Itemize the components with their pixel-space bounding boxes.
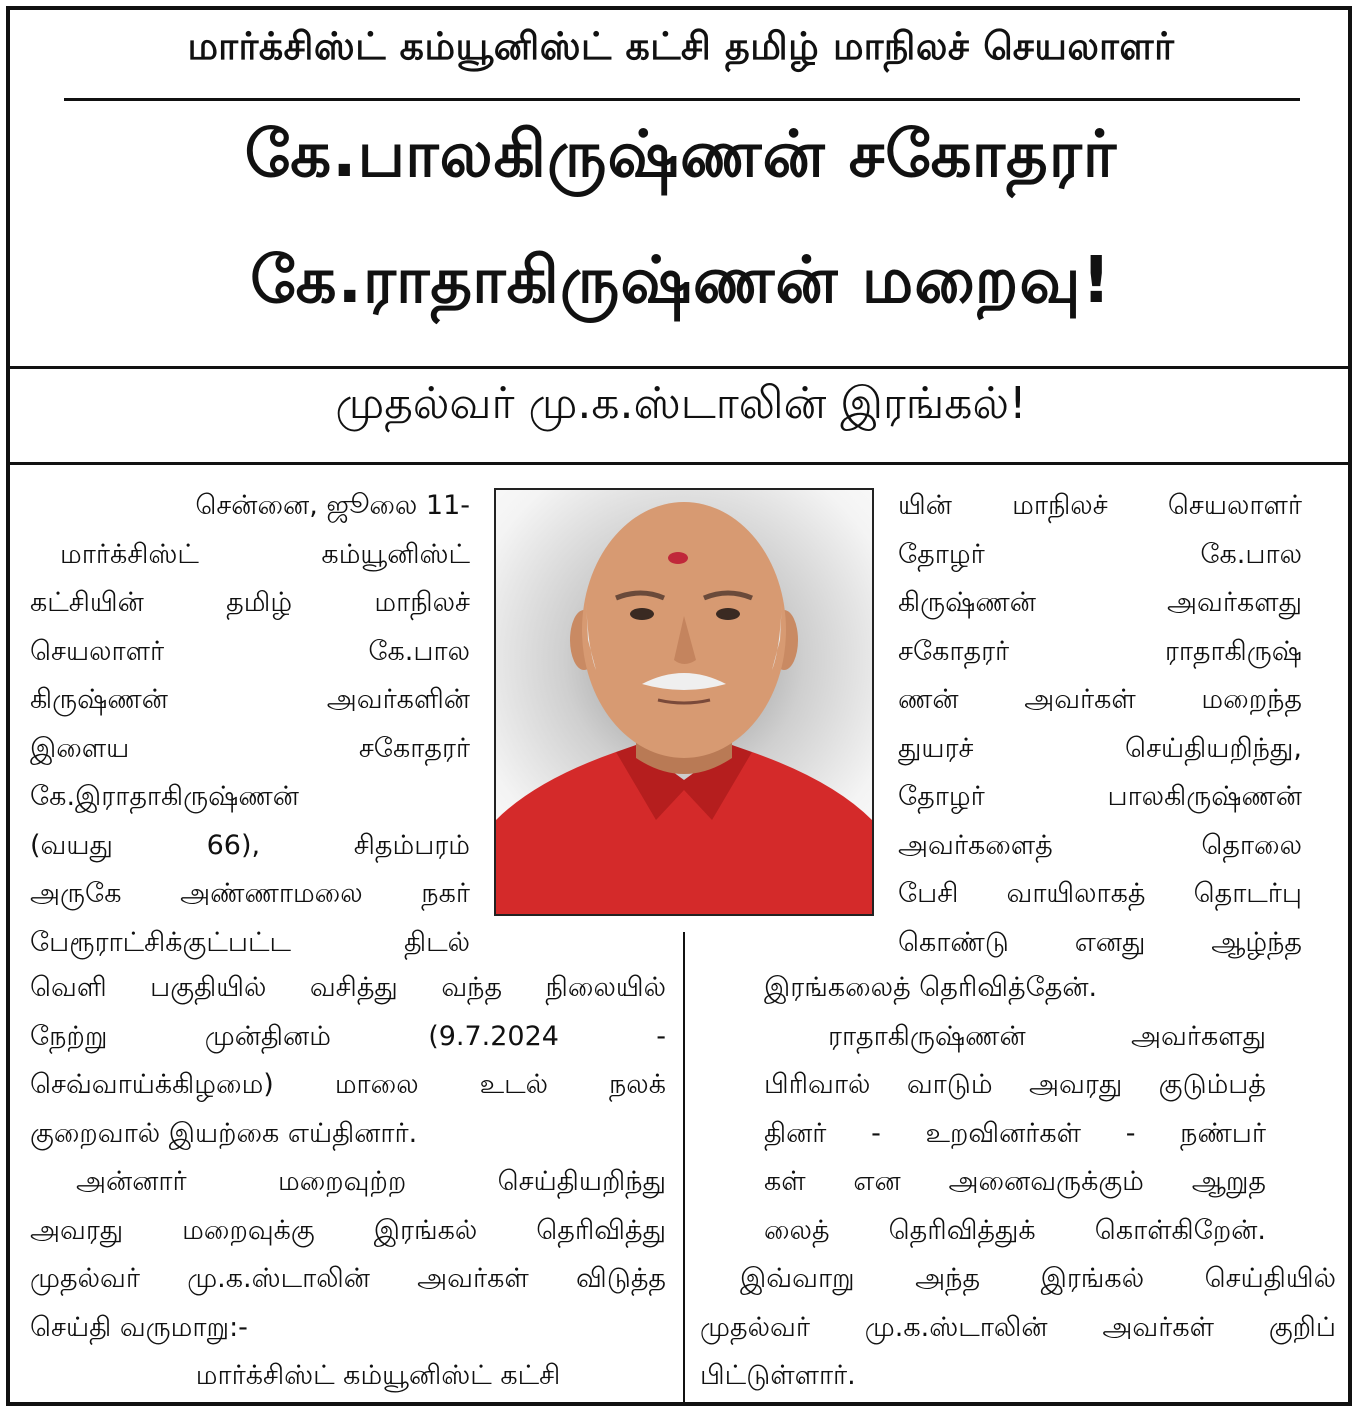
kicker-underline [64, 98, 1300, 101]
column-left-top [30, 482, 470, 967]
text-line: பிரிவால் வாடும் அவரது குடும்பத் [764, 1069, 1266, 1100]
text-line: செயலாளர் கே.பால [30, 635, 470, 667]
text-line: பிட்டுள்ளார். [700, 1360, 856, 1391]
text-line: அருகே அண்ணாமலை நகர் [30, 878, 470, 909]
column-right-top [898, 482, 1302, 967]
column-left-bottom [30, 964, 666, 1401]
text-line: கொண்டு எனது ஆழ்ந்த [898, 926, 1302, 958]
text-line: கள் என அனைவருக்கும் ஆறுத [764, 1166, 1266, 1197]
text-line: (வயது 66), சிதம்பரம் [30, 829, 470, 861]
text-line: ணன் அவர்கள் மறைந்த [898, 684, 1302, 715]
text-line: மார்க்சிஸ்ட் கம்யூனிஸ்ட் கட்சி [195, 1360, 561, 1391]
text-line: முதல்வர் மு.க.ஸ்டாலின் அவர்கள் குறிப் [700, 1311, 1336, 1343]
portrait-photo [494, 488, 874, 916]
text-line: லைத் தெரிவித்துக் கொள்கிறேன். [764, 1214, 1266, 1246]
kicker-title: மார்க்சிஸ்ட் கம்யூனிஸ்ட் கட்சி தமிழ் மாநிலச் செயலாளர் [187, 24, 1175, 68]
text-line: துயரச் செய்தியறிந்து, [898, 732, 1302, 764]
portrait-illustration [496, 490, 872, 914]
text-line: முதல்வர் மு.க.ஸ்டாலின் அவர்கள் விடுத்த [30, 1263, 666, 1294]
divider-top [10, 366, 1352, 369]
text-line: கட்சியின் தமிழ் மாநிலச் [30, 587, 470, 618]
text-line: தோழர் கே.பால [898, 538, 1302, 570]
text-line: கே.இராதாகிருஷ்ணன் [30, 781, 299, 812]
text-line: பேரூராட்சிக்குட்பட்ட திடல் [30, 926, 470, 958]
text-line: வெளி பகுதியில் வசித்து வந்த நிலையில் [30, 972, 666, 1003]
text-line: மார்க்சிஸ்ட் கம்யூனிஸ்ட் [60, 538, 470, 570]
text-line: சகோதரர் ராதாகிருஷ் [898, 635, 1302, 667]
text-line: தினர் - உறவினர்கள் - நண்பர் [764, 1117, 1266, 1149]
column-right-bottom [700, 964, 1336, 1401]
text-line: இவ்வாறு அந்த இரங்கல் செய்தியில் [740, 1263, 1336, 1294]
text-line: ராதாகிருஷ்ணன் அவர்களது [828, 1020, 1266, 1052]
text-line: குறைவால் இயற்கை எய்தினார். [30, 1117, 418, 1149]
subheadline: முதல்வர் மு.க.ஸ்டாலின் இரங்கல்! [335, 378, 1027, 429]
text-line: இளைய சகோதரர் [30, 732, 470, 764]
text-line: கிருஷ்ணன் அவர்களின் [30, 684, 470, 715]
text-line: இரங்கலைத் தெரிவித்தேன். [764, 972, 1098, 1003]
text-line: செவ்வாய்க்கிழமை) மாலை உடல் நலக் [30, 1069, 666, 1100]
text-line: செய்தி வருமாறு:- [30, 1311, 248, 1343]
text-line: அவரது மறைவுக்கு இரங்கல் தெரிவித்து [30, 1214, 666, 1246]
text-line: பேசி வாயிலாகத் தொடர்பு [898, 878, 1302, 909]
headline-line-1: கே.பாலகிருஷ்ணன் சகோதரர் [244, 118, 1118, 192]
text-line: கிருஷ்ணன் அவர்களது [898, 587, 1302, 618]
text-line: தோழர் பாலகிருஷ்ணன் [898, 781, 1302, 812]
text-line: அன்னார் மறைவுற்ற செய்தியறிந்து [76, 1166, 666, 1197]
text-line: நேற்று முன்தினம் (9.7.2024 - [30, 1020, 666, 1052]
text-line: சென்னை, ஜூலை 11- [195, 490, 470, 521]
column-divider [683, 932, 685, 1404]
text-line: அவர்களைத் தொலை [898, 829, 1302, 861]
divider-bottom [10, 462, 1352, 465]
text-line: யின் மாநிலச் செயலாளர் [898, 490, 1302, 521]
headline-line-2: கே.ராதாகிருஷ்ணன் மறைவு! [250, 244, 1112, 318]
